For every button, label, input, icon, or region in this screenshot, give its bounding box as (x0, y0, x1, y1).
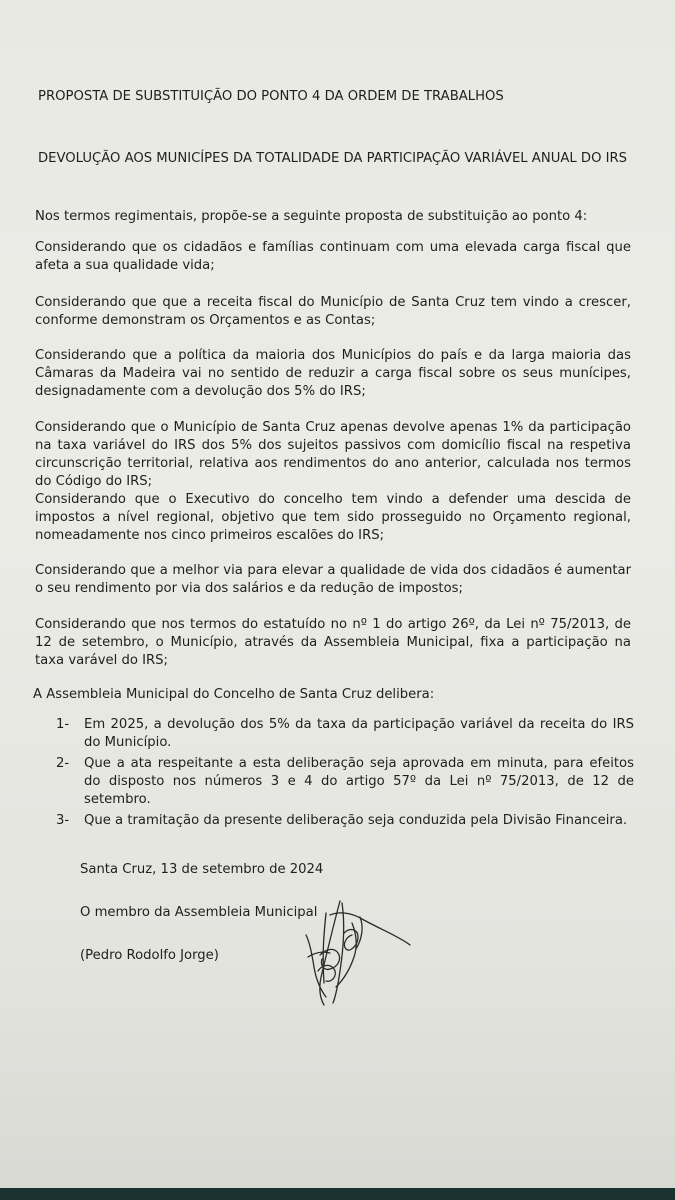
handwritten-signature (300, 893, 415, 1018)
considerando-3: Considerando que a política da maioria dos Municípios do país e da larga maioria das Câmaras da Madeira vai no sentido de reduzir a carga fiscal sobre os seus munícipes, designadamente com a devolução dos 5% do IRS; (35, 348, 631, 399)
considerando-7: Considerando que nos termos do estatuído no nº 1 do artigo 26º, da Lei nº 75/2013, de 12 de setembro, o Município, através da Assembleia Municipal, fixa a participação na taxa varável do IRS; (35, 617, 631, 668)
item-number: 3- (56, 813, 70, 828)
deliberation-item (56, 716, 634, 752)
considerando-1: Considerando que os cidadãos e famílias continuam com uma elevada carga fiscal que afeta a sua qualidade vida; (35, 240, 631, 273)
intro-text: Nos termos regimentais, propõe-se a seguinte proposta de substituição ao ponto 4: (35, 209, 588, 224)
considerando-5: Considerando que o Executivo do concelho tem vindo a defender uma descida de impostos a nível regional, objetivo que tem sido prosseguido no Orçamento regional, nomeadamente nos cinco primeiros escalões do IRS; (35, 492, 631, 543)
item-text: Que a tramitação da presente deliberação seja conduzida pela Divisão Financeira. (84, 813, 628, 828)
item-text: Que a ata respeitante a esta deliberação seja aprovada em minuta, para efeitos do disposto nos números 3 e 4 do artigo 57º da Lei nº 75/2013, de 12 de setembro. (84, 756, 634, 807)
place-date: Santa Cruz, 13 de setembro de 2024 (80, 862, 324, 877)
item-number: 1- (56, 717, 70, 732)
document-heading: PROPOSTA DE SUBSTITUIÇÃO DO PONTO 4 DA ORDEM DE TRABALHOS (38, 89, 504, 104)
signatory-name: (Pedro Rodolfo Jorge) (80, 948, 219, 963)
document-subheading: DEVOLUÇÃO AOS MUNICÍPES DA TOTALIDADE DA PARTICIPAÇÃO VARIÁVEL ANUAL DO IRS (38, 151, 628, 166)
considerando-4: Considerando que o Município de Santa Cruz apenas devolve apenas 1% da participação na taxa variável do IRS dos 5% dos sujeitos passivos com domicílio fiscal na respetiva circunscrição territorial, relativa aos rendimentos do ano anterior, calculada nos termos do Código do IRS; (35, 420, 631, 489)
considerando-6: Considerando que a melhor via para elevar a qualidade de vida dos cidadãos é aumentar o seu rendimento por via dos salários e da redução de impostos; (35, 563, 631, 596)
deliberation-item (56, 755, 634, 809)
item-number: 2- (56, 756, 70, 771)
considerando-2: Considerando que que a receita fiscal do Município de Santa Cruz tem vindo a crescer, conforme demonstram os Orçamentos e as Contas; (35, 295, 631, 328)
item-text: Em 2025, a devolução dos 5% da taxa da participação variável da receita do IRS do Município. (84, 717, 634, 750)
deliberation-intro: A Assembleia Municipal do Concelho de Santa Cruz delibera: (33, 687, 435, 702)
bottom-edge (0, 1188, 675, 1200)
signatory-role: O membro da Assembleia Municipal (80, 905, 318, 920)
deliberation-list (56, 716, 634, 833)
deliberation-item (56, 812, 634, 830)
